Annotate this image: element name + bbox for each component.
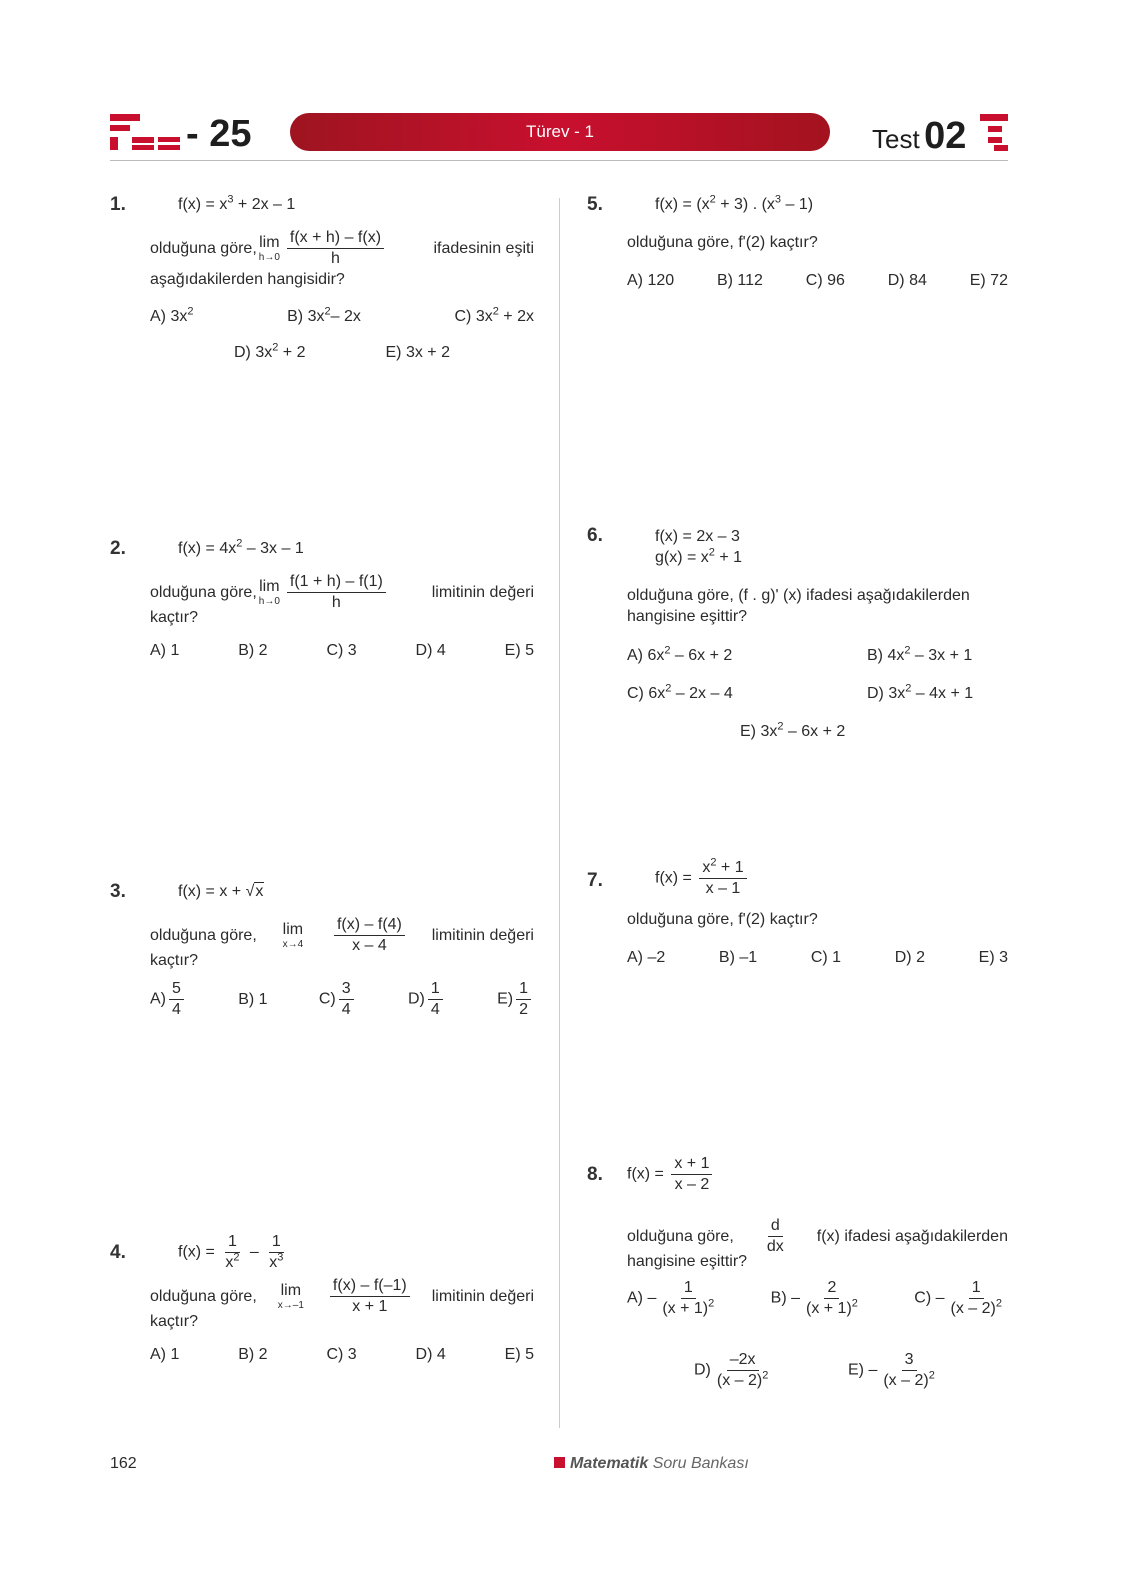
- limit: lim h→0: [258, 233, 280, 263]
- column-divider: [559, 198, 560, 1428]
- topic-title: Türev - 1: [525, 122, 595, 141]
- square-icon: [554, 1457, 565, 1468]
- test-word: Test: [872, 124, 920, 154]
- question-number: 5.: [587, 194, 603, 215]
- choice-a[interactable]: A) – $\frac{1}{(x + 1)^2}$: [627, 1279, 715, 1317]
- choice-a[interactable]: A) $\frac{5}{4}$: [150, 979, 187, 1020]
- question-number: 1.: [110, 194, 126, 215]
- question-text: olduğuna göre, lim h→0 $\frac{f(x + h) - f(x)}{h}$ ifadesinin eşiti aşağıdakilerden hangisidir?: [150, 229, 534, 288]
- choice-e[interactable]: E) 3: [978, 949, 1008, 966]
- choice-c[interactable]: C) 3: [326, 1346, 357, 1363]
- choice-c[interactable]: C) $6x^2 - 2x - 4$: [627, 682, 733, 702]
- question-text: olduğuna göre, $\frac{d}{dx}$ f(x) ifadesi aşağıdakilerden hangisine eşittir?: [627, 1217, 1008, 1270]
- choice-c[interactable]: C) 3: [326, 642, 357, 659]
- difference-quotient: $\frac{f(x + h) - f(x)}{h}$: [287, 228, 384, 269]
- question-number: 8.: [587, 1164, 603, 1185]
- choice-b[interactable]: B) $4x^2 - 3x + 1$: [867, 644, 973, 664]
- choice-e[interactable]: E) 5: [504, 1346, 534, 1363]
- choice-c[interactable]: C) $\frac{3}{4}$: [319, 979, 357, 1020]
- question-text: olduğuna göre, f'(2) kaçtır?: [627, 234, 818, 251]
- choice-b[interactable]: B) 2: [238, 642, 268, 659]
- question-number: 2.: [110, 538, 126, 559]
- choice-c[interactable]: C) 96: [805, 272, 845, 289]
- sqrt-icon: √: [245, 883, 255, 900]
- choice-a[interactable]: A) 1: [150, 642, 180, 659]
- limit: lim h→0: [258, 577, 280, 607]
- topic-banner: [290, 113, 830, 151]
- function-definition: f(x) = $\frac{1}{x^2}$ – $\frac{1}{x^3}$: [178, 1233, 284, 1271]
- footer-brand: Matematik Soru Bankası: [554, 1455, 749, 1473]
- question-text: olduğuna göre, lim x→–1 $\frac{f(x) - f(-1)}{x + 1}$ limitinin değeri kaçtır?: [150, 1277, 534, 1330]
- choice-d[interactable]: D) $\frac{-2x}{(x - 2)^2}$: [694, 1351, 769, 1389]
- choices: [150, 305, 534, 362]
- choice-b[interactable]: B) – $\frac{2}{(x + 1)^2}$: [770, 1279, 858, 1317]
- book-number: - 25: [186, 113, 252, 155]
- choice-e[interactable]: E) – $\frac{3}{(x - 2)^2}$: [848, 1351, 935, 1389]
- function-definition: f(x) = $\frac{x^2 + 1}{x - 1}$: [655, 858, 750, 899]
- choice-a[interactable]: A) –2: [627, 949, 666, 966]
- choice-d[interactable]: D) 2: [894, 949, 925, 966]
- logo: [110, 112, 182, 152]
- choices-row-1: [627, 1278, 1008, 1319]
- question-text: olduğuna göre, lim x→4 $\frac{f(x) - f(4)}{x - 4}$ limitinin değeri kaçtır?: [150, 916, 534, 969]
- limit: lim x→–1: [277, 1281, 304, 1311]
- derivative-operator: $\frac{d}{dx}$: [766, 1217, 784, 1255]
- question-number: 7.: [587, 870, 603, 891]
- choices: [150, 1346, 534, 1364]
- choice-e[interactable]: E) $3x^2 - 6x + 2$: [740, 720, 846, 740]
- function-definition: $f(x) = x^3 + 2x - 1$: [178, 193, 296, 213]
- choice-c[interactable]: C) 1: [810, 949, 842, 966]
- choice-d[interactable]: D) 4: [415, 642, 446, 659]
- choice-d[interactable]: D) 4: [415, 1346, 446, 1363]
- choice-a[interactable]: A) 1: [150, 1346, 180, 1363]
- choice-d[interactable]: D) $\frac{1}{4}$: [408, 979, 446, 1020]
- header-rule: [110, 160, 1008, 161]
- test-logo-icon: [980, 112, 1008, 152]
- choice-e[interactable]: E) 5: [504, 642, 534, 659]
- function-f: f(x) = 2x – 3: [655, 528, 740, 545]
- choice-a[interactable]: A) 120: [627, 272, 675, 289]
- choice-c[interactable]: C) – $\frac{1}{(x - 2)^2}$: [914, 1279, 1002, 1317]
- difference-quotient: $\frac{f(x) - f(4)}{x - 4}$: [334, 915, 405, 956]
- difference-quotient: $\frac{f(x) - f(-1)}{x + 1}$: [330, 1276, 410, 1317]
- question-number: 3.: [110, 881, 126, 902]
- choice-c[interactable]: C) $3x^2 + 2x$: [454, 305, 534, 325]
- choice-d[interactable]: D) 84: [887, 272, 927, 289]
- choices: [627, 644, 1008, 743]
- choice-e[interactable]: E) $\frac{1}{2}$: [497, 979, 534, 1020]
- question-number: 6.: [587, 525, 603, 546]
- difference-quotient: $\frac{f(1 + h) - f(1)}{h}$: [287, 572, 386, 613]
- choice-d[interactable]: D) $3x^2 - 4x + 1$: [867, 682, 974, 702]
- question-text: olduğuna göre, lim h→0 $\frac{f(1 + h) - f(1)}{h}$ limitinin değeri kaçtır?: [150, 573, 534, 626]
- choice-d[interactable]: D) $3x^2 + 2$: [234, 341, 306, 361]
- function-definition: $f(x) = (x^2 + 3)$ . $(x^3 - 1)$: [655, 193, 814, 213]
- test-number: 02: [924, 115, 967, 157]
- test-label: [872, 116, 966, 164]
- choices: [627, 949, 1008, 967]
- choice-b[interactable]: B) 1: [238, 990, 268, 1008]
- choice-b[interactable]: B) –1: [718, 949, 758, 966]
- question-number: 4.: [110, 1242, 126, 1263]
- choice-e[interactable]: E) 72: [969, 272, 1008, 289]
- choice-b[interactable]: B) 2: [238, 1346, 268, 1363]
- choice-a[interactable]: A) $6x^2 - 6x + 2$: [627, 644, 733, 664]
- question-text: olduğuna göre, f'(2) kaçtır?: [627, 911, 818, 928]
- choice-b[interactable]: B) $3x^2-$ 2x: [287, 305, 361, 325]
- choice-a[interactable]: A) $3x^2$: [150, 305, 194, 325]
- faz-logo-icon: [110, 112, 182, 152]
- limit: lim x→4: [282, 920, 304, 950]
- page-number: 162: [110, 1455, 137, 1472]
- function-definition: f(x) = x + √x: [178, 883, 264, 900]
- choice-b[interactable]: B) 112: [716, 272, 763, 289]
- question-text: olduğuna göre, (f . g)' (x) ifadesi aşağıdakilerden hangisine eşittir?: [627, 587, 970, 625]
- choices: [150, 642, 534, 660]
- choices: [150, 979, 534, 1020]
- choices: [627, 272, 1008, 290]
- function-definition: $f(x) = 4x^2 - 3x - 1$: [178, 537, 304, 557]
- choice-e[interactable]: E) 3x + 2: [385, 344, 450, 361]
- function-definition: f(x) = $\frac{x + 1}{x - 2}$: [627, 1154, 715, 1195]
- function-g: $g(x) = x^2 + 1$: [655, 546, 743, 566]
